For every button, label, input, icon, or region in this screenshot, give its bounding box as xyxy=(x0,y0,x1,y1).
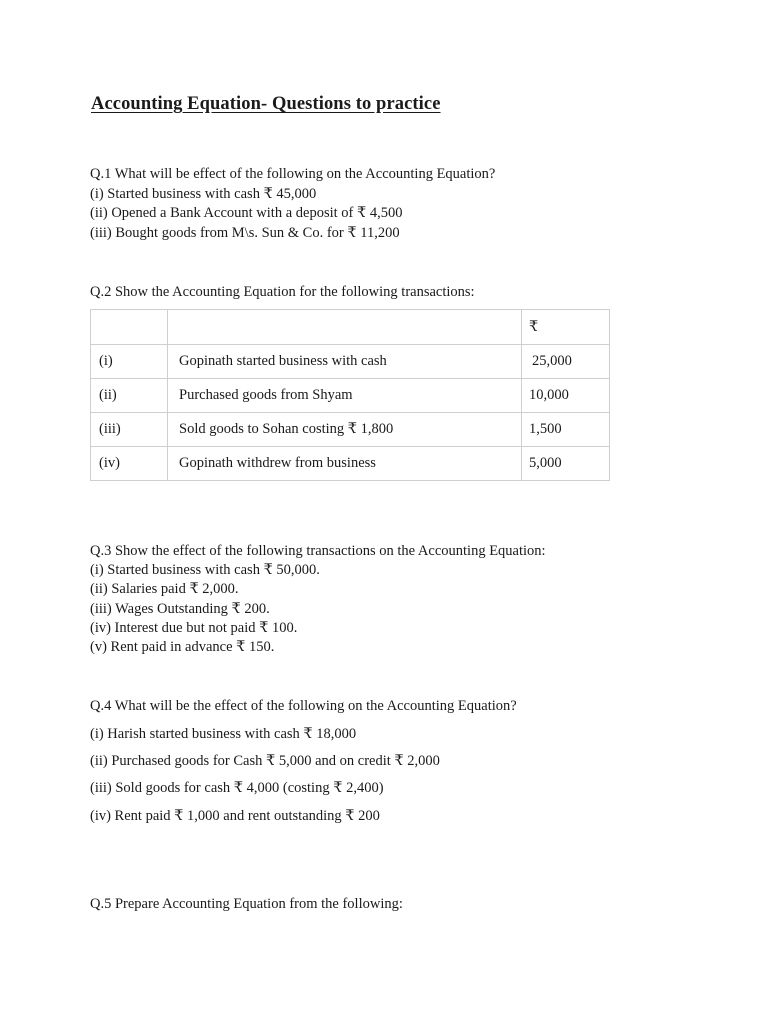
table-cell-number: (iii) xyxy=(91,413,168,447)
q2-transactions-table xyxy=(90,309,610,481)
q3-item-1: (i) Started business with cash ₹ 50,000. xyxy=(90,562,320,578)
table-header-cell xyxy=(168,310,522,345)
table-cell-amount: 1,500 xyxy=(522,413,610,447)
q4-question: Q.4 What will be the effect of the following on the Accounting Equation? xyxy=(90,698,517,714)
q1-item-3: (iii) Bought goods from M\s. Sun & Co. for ₹ 11,200 xyxy=(90,225,400,241)
table-header-cell xyxy=(91,310,168,345)
q3-item-2: (ii) Salaries paid ₹ 2,000. xyxy=(90,581,239,597)
table-header-currency-cell: ₹ xyxy=(522,310,610,345)
q3-item-5: (v) Rent paid in advance ₹ 150. xyxy=(90,639,275,655)
q4-item-4: (iv) Rent paid ₹ 1,000 and rent outstanding ₹ 200 xyxy=(90,808,380,824)
table-cell-description: Gopinath started business with cash xyxy=(168,345,522,379)
table-row xyxy=(91,447,610,481)
table-row xyxy=(91,413,610,447)
q3-item-3: (iii) Wages Outstanding ₹ 200. xyxy=(90,601,270,617)
q4-item-1: (i) Harish started business with cash ₹ 18,000 xyxy=(90,726,357,742)
table-cell-amount: 25,000 xyxy=(522,345,610,379)
table-header-row xyxy=(91,310,610,345)
table-cell-amount: 5,000 xyxy=(522,447,610,481)
q4-item-2: (ii) Purchased goods for Cash ₹ 5,000 and on credit ₹ 2,000 xyxy=(90,753,440,769)
q1-question: Q.1 What will be effect of the following on the Accounting Equation? xyxy=(90,166,496,182)
table-cell-number: (i) xyxy=(91,345,168,379)
table-cell-amount: 10,000 xyxy=(522,379,610,413)
table-cell-number: (iv) xyxy=(91,447,168,481)
table-row xyxy=(91,379,610,413)
table-cell-description: Gopinath withdrew from business xyxy=(168,447,522,481)
q3-item-4: (iv) Interest due but not paid ₹ 100. xyxy=(90,620,298,636)
q4-item-3: (iii) Sold goods for cash ₹ 4,000 (costing ₹ 2,400) xyxy=(90,780,384,796)
q1-item-2: (ii) Opened a Bank Account with a deposit of ₹ 4,500 xyxy=(90,205,403,221)
q3-question: Q.3 Show the effect of the following transactions on the Accounting Equation: xyxy=(90,543,546,559)
table-cell-number: (ii) xyxy=(91,379,168,413)
document-title: Accounting Equation- Questions to practice xyxy=(91,94,441,114)
table-row xyxy=(91,345,610,379)
q5-question: Q.5 Prepare Accounting Equation from the following: xyxy=(90,896,403,912)
table-cell-description: Sold goods to Sohan costing ₹ 1,800 xyxy=(168,413,522,447)
q2-question: Q.2 Show the Accounting Equation for the following transactions: xyxy=(90,284,475,300)
table-cell-description: Purchased goods from Shyam xyxy=(168,379,522,413)
q1-item-1: (i) Started business with cash ₹ 45,000 xyxy=(90,186,317,202)
